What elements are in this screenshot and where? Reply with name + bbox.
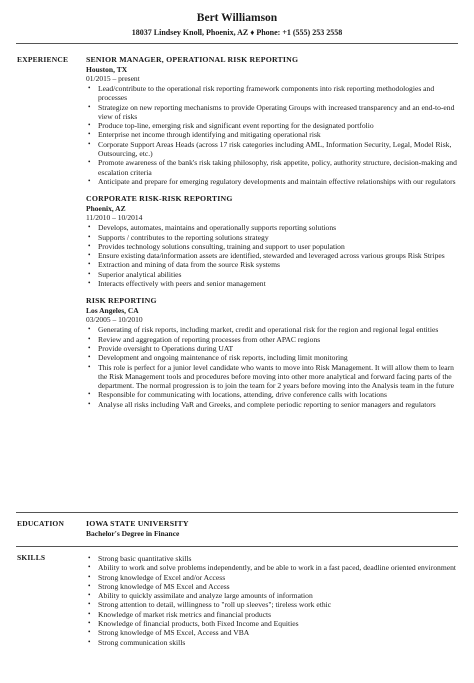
bullet-icon: • <box>88 581 91 590</box>
bullet-icon: • <box>88 232 91 241</box>
bullet-icon: • <box>88 399 91 408</box>
bullet-item <box>86 554 460 563</box>
bullet-icon: • <box>88 554 91 562</box>
bullet-icon: • <box>88 102 91 111</box>
bullet-item <box>86 121 460 130</box>
bullet-item <box>86 344 460 353</box>
bullet-text: Knowledge of market risk metrics and financial products <box>98 609 272 619</box>
job-title: SENIOR MANAGER, OPERATIONAL RISK REPORTING <box>86 55 299 64</box>
bullet-text: Review and aggregation of reporting processes from other APAC regions <box>98 334 321 344</box>
job-bullets <box>86 325 460 409</box>
bullet-item <box>86 591 460 600</box>
bullet-text: Develops, automates, maintains and operationally supports reporting solutions <box>98 223 337 233</box>
bullet-icon: • <box>88 176 91 185</box>
bullet-text: Development and ongoing maintenance of risk reports, including limit monitoring <box>98 353 348 363</box>
bullet-item <box>86 582 460 591</box>
skills-label: SKILLS <box>17 553 46 562</box>
bullet-icon: • <box>88 121 91 130</box>
bullet-text: Strong knowledge of MS Excel, Access and VBA <box>98 628 250 638</box>
bullet-item <box>86 84 460 103</box>
bullet-item <box>86 177 460 186</box>
bullet-item <box>86 400 460 409</box>
bullet-text: Strong attention to detail, willingness to "roll up sleeves"; tireless work ethic <box>98 600 332 610</box>
bullet-text: Promote awareness of the bank's risk taking philosophy, risk appetite, policy, authority structure, decision-making and escalation criteria <box>98 158 457 177</box>
job-entry <box>86 296 460 409</box>
bullet-item <box>86 363 460 391</box>
job-dates: 11/2010 – 10/2014 <box>86 213 143 223</box>
job-dates: 03/2005 – 10/2010 <box>86 315 143 325</box>
bullet-icon: • <box>88 609 91 618</box>
bullet-item <box>86 140 460 159</box>
bullet-item <box>86 242 460 251</box>
job-location: Los Angeles, CA <box>86 306 139 316</box>
job-location: Phoenix, AZ <box>86 204 126 214</box>
bullet-text: Strong basic quantitative skills <box>98 554 192 563</box>
bullet-icon: • <box>88 600 91 609</box>
skills-body <box>86 553 460 647</box>
bullet-item <box>86 325 460 334</box>
bullet-item <box>86 563 460 572</box>
bullet-icon: • <box>88 353 91 362</box>
bullet-item <box>86 260 460 269</box>
bullet-item <box>86 600 460 609</box>
bullet-text: Provide oversight to Operations during UAT <box>98 343 234 353</box>
bullet-text: Responsible for communicating with locations, attending, drive conference calls with locations <box>98 390 387 400</box>
bullet-text: Ability to work and solve problems independently, and be able to work in a fast paced, deadline oriented environment <box>98 563 456 573</box>
education-divider <box>16 546 458 547</box>
bullet-text: Generating of risk reports, including market, credit and operational risk for the region and regional legal entities <box>98 325 439 335</box>
school-name: IOWA STATE UNIVERSITY <box>86 519 189 528</box>
bullet-text: Strong communication skills <box>98 637 186 647</box>
bullet-text: Knowledge of financial products, both Fixed Income and Equities <box>98 619 299 629</box>
job-entry <box>86 55 460 186</box>
job-bullets <box>86 84 460 186</box>
bullet-text: Produce top-line, emerging risk and significant event reporting for the designated portfolio <box>98 121 374 131</box>
bullet-text: Corporate Support Areas Heads (across 17 risk categories including AML, Information Security, Legal, Model Risk, Outsourcing, etc.) <box>98 139 452 159</box>
bullet-text: This role is perfect for a junior level candidate who wants to move into Risk Management. It will allow them to learn the Risk Management tools and procedures before moving into other more analytical and forward facing parts of the department. The normal progression is to join the team for 2 years before moving into the Analysis team in the future <box>98 362 455 391</box>
bullet-item <box>86 233 460 242</box>
bullet-item <box>86 610 460 619</box>
experience-body <box>86 55 460 417</box>
bullet-icon: • <box>88 139 91 148</box>
bullet-item <box>86 638 460 647</box>
bullet-text: Extraction and mining of data from the source Risk systems <box>98 260 281 270</box>
bullet-item <box>86 335 460 344</box>
bullet-text: Provides technology solutions consulting, training and support to user population <box>98 241 345 251</box>
experience-divider <box>16 512 458 513</box>
bullet-text: Anticipate and prepare for emerging regulatory developments and maintain effective relationships with our regulators <box>98 176 456 186</box>
bullet-item <box>86 223 460 232</box>
bullet-text: Strategize on new reporting mechanisms to provide Operating Groups with increased transparency and an end-to-end view of risks <box>98 102 455 121</box>
bullet-item <box>86 628 460 637</box>
skills-list <box>86 554 460 647</box>
candidate-name: Bert Williamson <box>196 12 278 24</box>
bullet-icon: • <box>88 628 91 637</box>
bullet-text: Lead/contribute to the operational risk reporting framework components into risk reporting methodologies and processes <box>98 84 435 103</box>
bullet-item <box>86 279 460 288</box>
bullet-text: Enterprise net income through identifying and mitigating operational risk <box>98 130 321 140</box>
bullet-item <box>86 270 460 279</box>
bullet-text: Supports / contributes to the reporting solutions strategy <box>98 232 269 242</box>
bullet-text: Analyse all risks including VaR and Greeks, and complete periodic reporting to senior managers and regulators <box>98 399 436 409</box>
bullet-text: Ability to quickly assimilate and analyze large amounts of information <box>98 591 313 601</box>
bullet-icon: • <box>88 130 91 139</box>
bullet-text: Interacts effectively with peers and senior management <box>98 279 266 289</box>
header-divider <box>16 43 458 44</box>
bullet-item <box>86 103 460 122</box>
education-label: EDUCATION <box>17 519 65 528</box>
bullet-icon: • <box>88 334 91 343</box>
bullet-icon: • <box>88 343 91 352</box>
job-title: CORPORATE RISK-RISK REPORTING <box>86 194 233 204</box>
bullet-icon: • <box>88 619 91 628</box>
job-location: Houston, TX <box>86 65 128 74</box>
bullet-text: Strong knowledge of Excel and/or Access <box>98 572 226 582</box>
job-entry <box>86 194 460 288</box>
job-dates: 01/2015 – present <box>86 74 140 83</box>
bullet-icon: • <box>88 591 91 600</box>
bullet-icon: • <box>88 260 91 269</box>
job-title: RISK REPORTING <box>86 296 157 306</box>
bullet-text: Superior analytical abilities <box>98 269 182 279</box>
bullet-icon: • <box>88 241 91 250</box>
bullet-text: Strong knowledge of MS Excel and Access <box>98 581 230 591</box>
bullet-item <box>86 158 460 177</box>
bullet-item <box>86 251 460 260</box>
bullet-icon: • <box>88 362 91 371</box>
contact-line: 18037 Lindsey Knoll, Phoenix, AZ ♦ Phone: +1 (555) 253 2558 <box>131 28 343 37</box>
bullet-icon: • <box>88 325 91 334</box>
resume-header <box>0 11 474 38</box>
bullet-icon: • <box>88 279 91 288</box>
experience-label: EXPERIENCE <box>17 55 69 64</box>
bullet-icon: • <box>88 572 91 581</box>
bullet-icon: • <box>88 563 91 572</box>
education-body <box>86 519 460 538</box>
bullet-item <box>86 573 460 582</box>
bullet-item <box>86 390 460 399</box>
bullet-icon: • <box>88 269 91 278</box>
job-bullets <box>86 223 460 288</box>
bullet-icon: • <box>88 637 91 646</box>
bullet-icon: • <box>88 223 91 232</box>
bullet-icon: • <box>88 251 91 260</box>
degree-name: Bachelor's Degree in Finance <box>86 529 180 538</box>
bullet-icon: • <box>88 84 91 92</box>
bullet-item <box>86 130 460 139</box>
bullet-item <box>86 353 460 362</box>
bullet-icon: • <box>88 158 91 167</box>
bullet-text: Ensure existing data/information assets are identified, stewarded and leveraged across various groups Risk Stripes <box>98 251 445 261</box>
bullet-item <box>86 619 460 628</box>
bullet-icon: • <box>88 390 91 399</box>
